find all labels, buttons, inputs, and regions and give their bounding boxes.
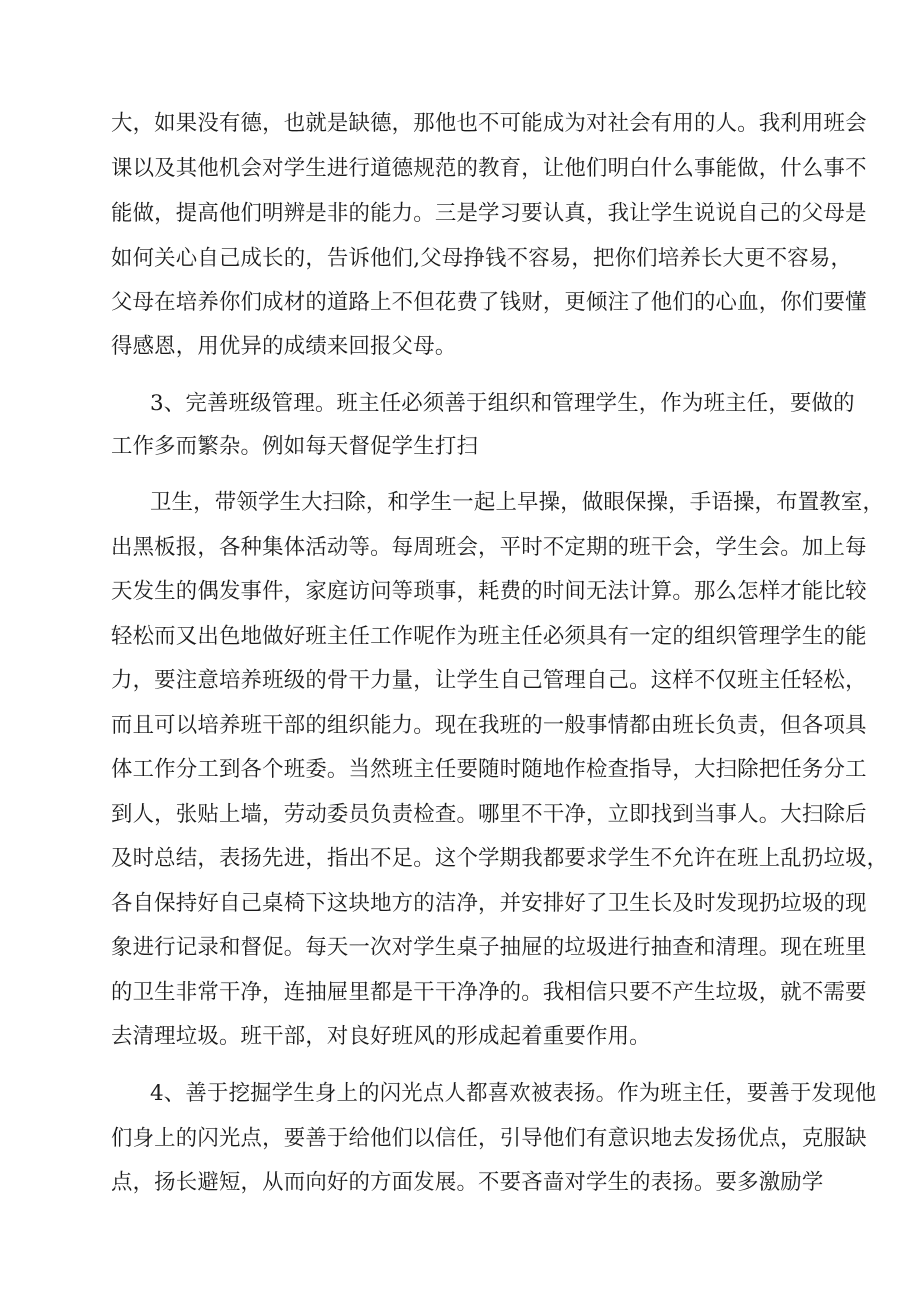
text-line: 象进行记录和督促。每天一次对学生桌子抽屉的垃圾进行抽查和清理。现在班里 bbox=[111, 935, 867, 960]
text-line: 的卫生非常干净，连抽屉里都是干干净净的。我相信只要不产生垃圾，就不需要 bbox=[111, 980, 867, 1005]
text-line: 体工作分工到各个班委。当然班主任要随时随地作检查指导，大扫除把任务分工 bbox=[111, 757, 867, 782]
text-line: 出黑板报，各种集体活动等。每周班会，平时不定期的班干会，学生会。加上每 bbox=[111, 535, 867, 560]
text-line: 到人，张贴上墙，劳动委员负责检查。哪里不干净，立即找到当事人。大扫除后 bbox=[111, 802, 867, 827]
text-line: 能做，提高他们明辨是非的能力。三是学习要认真，我让学生说说自己的父母是 bbox=[111, 201, 867, 226]
text-line: 而且可以培养班干部的组织能力。现在我班的一般事情都由班长负责，但各项具 bbox=[111, 713, 867, 738]
text-line: 得感恩，用优异的成绩来回报父母。 bbox=[111, 334, 457, 359]
text-line: 父母在培养你们成材的道路上不但花费了钱财，更倾注了他们的心血，你们要懂 bbox=[111, 290, 867, 315]
text-line: 3、完善班级管理。班主任必须善于组织和管理学生，作为班主任，要做的 bbox=[150, 391, 855, 416]
text-line: 力，要注意培养班级的骨干力量，让学生自己管理自己。这样不仅班主任轻松， bbox=[111, 668, 867, 693]
text-line: 如何关心自己成长的，告诉他们,父母挣钱不容易，把你们培养长大更不容易， bbox=[111, 246, 853, 271]
text-line: 点，扬长避短，从而向好的方面发展。不要吝啬对学生的表扬。要多激励学 bbox=[111, 1170, 824, 1195]
text-line: 及时总结，表扬先进，指出不足。这个学期我都要求学生不允许在班上乱扔垃圾， bbox=[111, 846, 889, 871]
text-line: 天发生的偶发事件，家庭访问等琐事，耗费的时间无法计算。那么怎样才能比较 bbox=[111, 579, 867, 604]
text-line: 4、善于挖掘学生身上的闪光点人都喜欢被表扬。作为班主任，要善于发现他 bbox=[150, 1081, 877, 1106]
text-line: 们身上的闪光点，要善于给他们以信任，引导他们有意识地去发扬优点，克服缺 bbox=[111, 1126, 867, 1151]
text-line: 工作多而繁杂。例如每天督促学生打扫 bbox=[111, 434, 479, 459]
text-line: 卫生，带领学生大扫除，和学生一起上早操，做眼保操，手语操，布置教室， bbox=[150, 490, 885, 515]
text-line: 课以及其他机会对学生进行道德规范的教育，让他们明白什么事能做，什么事不 bbox=[111, 156, 867, 181]
text-line: 去清理垃圾。班干部，对良好班风的形成起着重要作用。 bbox=[111, 1024, 651, 1049]
text-line: 轻松而又出色地做好班主任工作呢作为班主任必须具有一定的组织管理学生的能 bbox=[111, 624, 867, 649]
text-line: 大，如果没有德，也就是缺德，那他也不可能成为对社会有用的人。我利用班会 bbox=[111, 111, 867, 136]
text-line: 各自保持好自己桌椅下这块地方的洁净，并安排好了卫生长及时发现扔垃圾的现 bbox=[111, 891, 867, 916]
